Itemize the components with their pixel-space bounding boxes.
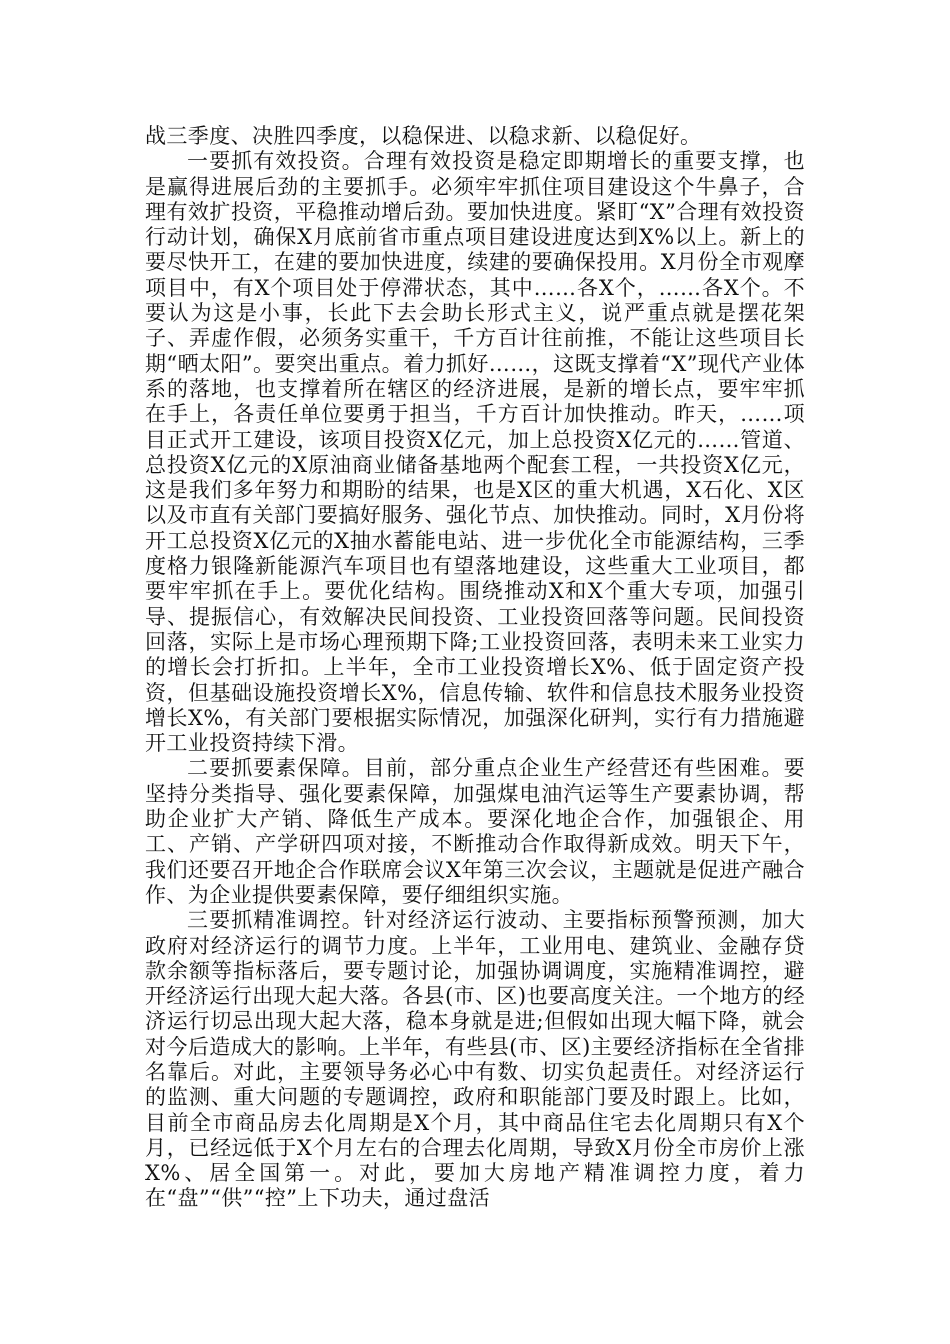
paragraph-precise-regulation: 三要抓精准调控。针对经济运行波动、主要指标预警预测，加大政府对经济运行的调节力度。上半年，工业用电、建筑业、金融存贷款余额等指标落后，要专题讨论，加强协调调度，实施精准调控，避开经济运行出现大起大落。各县(市、区)也要高度关注。一个地方的经济运行切忌出现大起大落，稳本身就是进;但假如出现大幅下降，就会对今后造成大的影响。上半年，有些县(市、区)主要经济指标在全省排名靠后。对此，主要领导务必心中有数、切实负起责任。对经济运行的监测、重大问题的专题调控，政府和职能部门要及时跟上。比如，目前全市商品房去化周期是X个月，其中商品住宅去化周期只有X个月，已经远低于X个月左右的合理去化周期，导致X月份全市房价上涨X%、居全国第一。对此，要加大房地产精准调控力度，着力在“盘”“供”“控”上下功夫，通过盘活 [145,908,805,1211]
document-body [145,124,805,1212]
paragraph-effective-investment: 一要抓有效投资。合理有效投资是稳定即期增长的重要支撑，也是赢得进展后劲的主要抓手。必须牢牢抓住项目建设这个牛鼻子，合理有效扩投资，平稳推动增后劲。要加快进度。紧盯“X”合理有效投资行动计划，确保X月底前省市重点项目建设进度达到X%以上。新上的要尽快开工，在建的要加快进度，续建的要确保投用。X月份全市观摩项目中，有X个项目处于停滞状态，其中……各X个，……各X个。不要认为这是小事，长此下去会助长形式主义，说严重点就是摆花架子、弄虚作假，必须务实重干，千方百计往前推，不能让这些项目长期“晒太阳”。要突出重点。着力抓好……，这既支撑着“X”现代产业体系的落地，也支撑着所在辖区的经济进展，是新的增长点，要牢牢抓在手上，各责任单位要勇于担当，千方百计加快推动。昨天，……项目正式开工建设，该项目投资X亿元，加上总投资X亿元的……管道、总投资X亿元的X原油商业储备基地两个配套工程，一共投资X亿元，这是我们多年努力和期盼的结果，也是X区的重大机遇，X石化、X区以及市直有关部门要搞好服务、强化节点、加快推动。同时，X月份将开工总投资X亿元的X抽水蓄能电站、进一步优化全市能源结构，三季度格力银隆新能源汽车项目也有望落地建设，这些重大工业项目，都要牢牢抓在手上。要优化结构。围绕推动X和X个重大专项，加强引导、提振信心，有效解决民间投资、工业投资回落等问题。民间投资回落，实际上是市场心理预期下降;工业投资回落，表明未来工业实力的增长会打折扣。上半年，全市工业投资增长X%、低于固定资产投资，但基础设施投资增长X%，信息传输、软件和信息技术服务业投资增长X%，有关部门要根据实际情况，加强深化研判，实行有力措施避开工业投资持续下滑。 [145,149,805,756]
paragraph-continuation: 战三季度、决胜四季度，以稳保进、以稳求新、以稳促好。 [145,124,702,148]
paragraph-factor-guarantee: 二要抓要素保障。目前，部分重点企业生产经营还有些困难。要坚持分类指导、强化要素保障，加强煤电油汽运等生产要素协调，帮助企业扩大产销、降低生产成本。要深化地企合作，加强银企、用工、产销、产学研四项对接，不断推动合作取得新成效。明天下午，我们还要召开地企合作联席会议X年第三次会议，主题就是促进产融合作、为企业提供要素保障，要仔细组织实施。 [145,756,805,907]
